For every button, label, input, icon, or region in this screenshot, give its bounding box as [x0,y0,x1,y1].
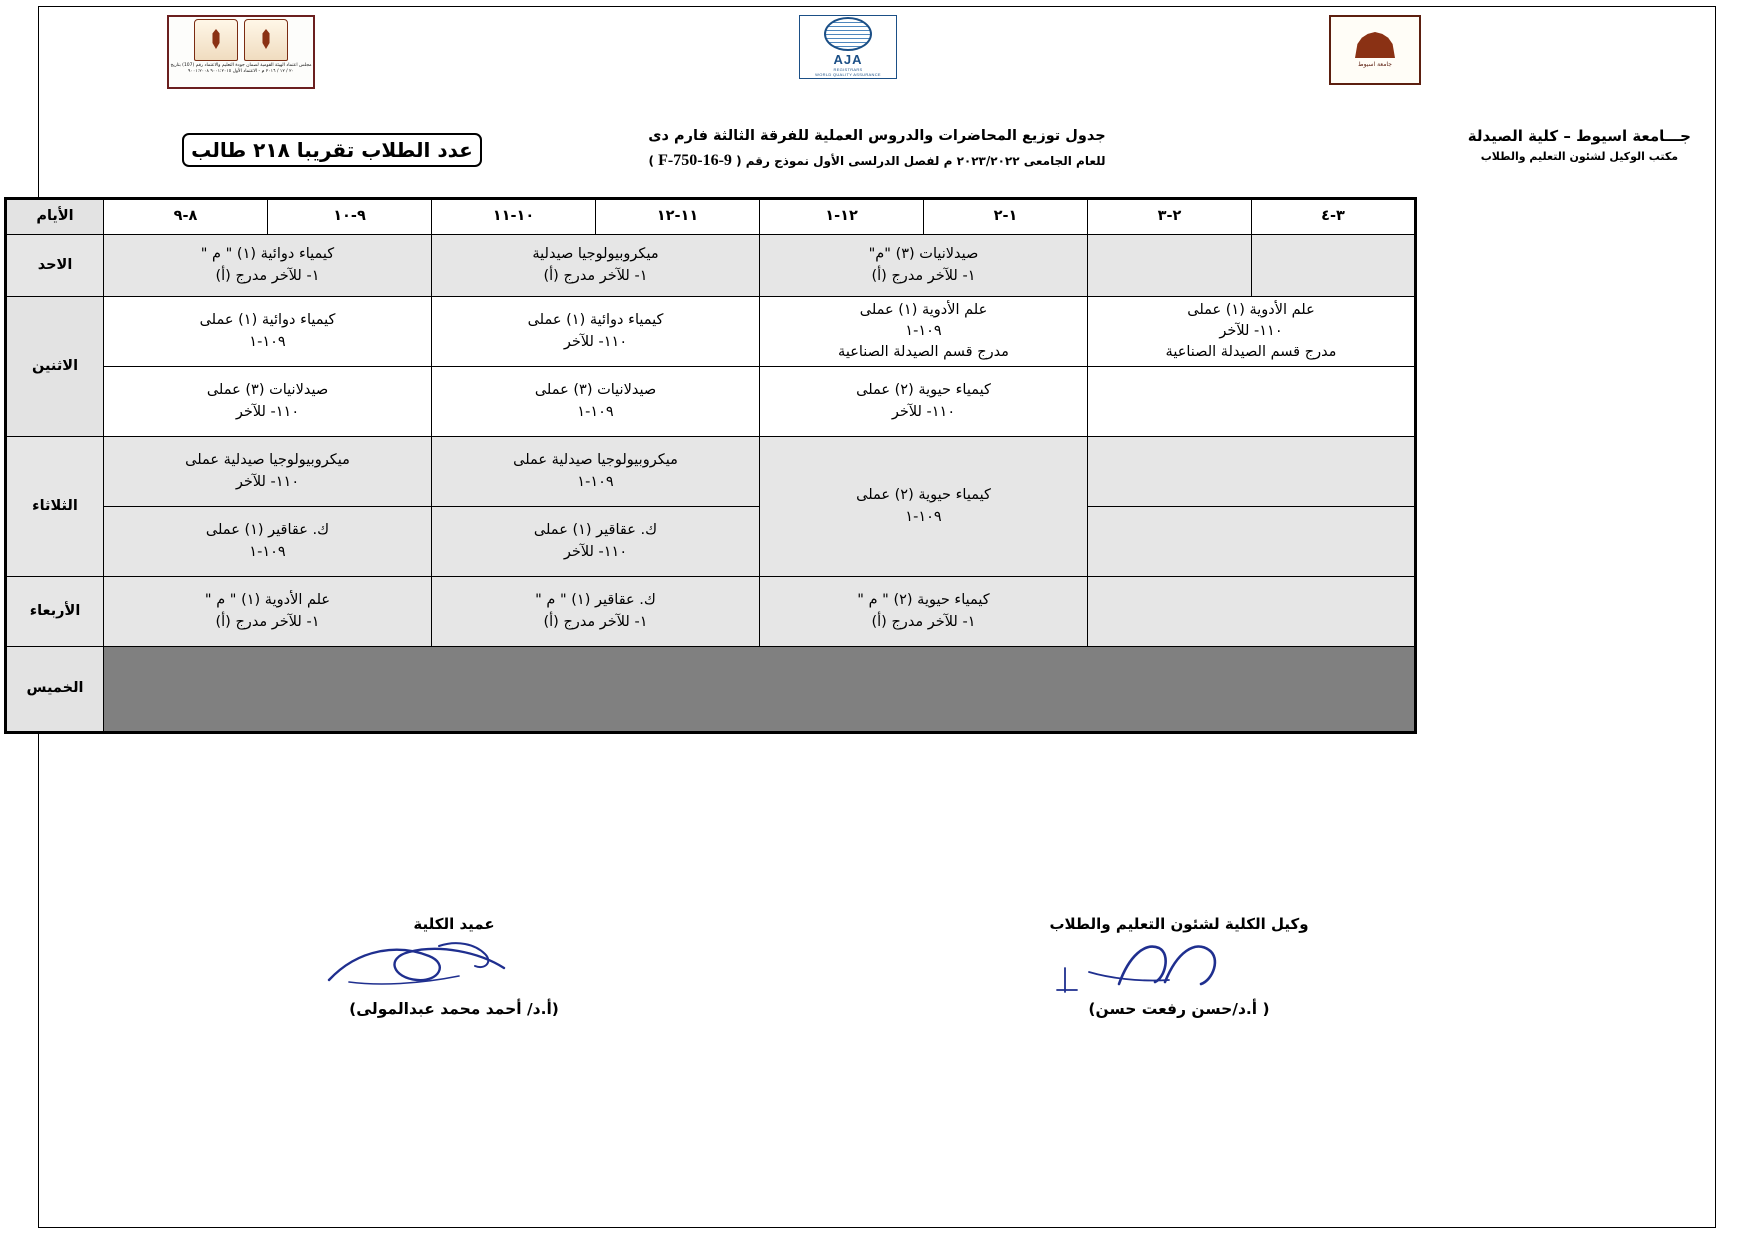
cell-tue-1-2: كيمياء حيوية (٢) عملى ١٠٩-١ [760,437,1088,577]
cell-mon1-9-10: كيمياء دوائية (١) عملى ١٠٩-١ [104,297,432,367]
cell-mon2-9-10: صيدلانيات (٣) عملى ١١٠- للآخر [104,367,432,437]
university-faculty-line: جـــامعة اسيوط – كلية الصيدلة [1467,127,1691,145]
day-label-wednesday: الأربعاء [6,577,104,647]
aja-logo-text: AJA [833,52,863,67]
pharmacy-crest-icon [194,19,238,61]
cell-sun-11-12: ميكروبيولوجيا صيدلية ١- للآخر مدرج (أ) [432,235,760,297]
table-header-row [6,199,1416,235]
table-row-monday-2 [6,367,1416,437]
form-code: F-750-16-9 [658,152,732,170]
accreditation-microtext: مجلس اعتماد الهيئة القومية لضمان جودة التعليم والاعتماد رقم (107) بتاريخ ٢٠ / ١٢ / ٢٠١٦ م - الاعتماد الأول ٩٠٠١:٢٠١٥ ٩٠٠١:٢٠٠٨ [170,63,312,74]
cell-sun-3-4 [1252,235,1416,297]
office-line: مكتب الوكيل لشئون التعليم والطلاب [1480,150,1679,164]
time-header-10-11: ١٠-١١ [432,199,596,235]
dean-signature-mark [289,938,619,996]
day-label-sunday: الاحد [6,235,104,297]
vice-dean-signature-block [969,912,1389,1022]
vice-dean-signature-mark [969,938,1389,996]
time-header-3-4: ٣-٤ [1252,199,1416,235]
page-title: جدول توزيع المحاضرات والدروس العملية للفرقة الثالثة فارم دى [648,128,1106,144]
day-label-tuesday: الثلاثاء [6,437,104,577]
university-crest-icon [244,19,288,61]
cell-wed-9-10: علم الأدوية (١) " م " ١- للآخر مدرج (أ) [104,577,432,647]
crest-pair-icon [194,19,288,61]
form-code-suffix: ) [648,154,659,169]
day-label-monday: الاثنين [6,297,104,437]
cell-wed-1-2: كيمياء حيوية (٢) " م " ١- للآخر مدرج (أ) [760,577,1088,647]
cell-tue2-9-10: ك. عقاقير (١) عملى ١٠٩-١ [104,507,432,577]
days-header: الأيام [6,199,104,235]
cell-mon2-1-2: كيمياء حيوية (٢) عملى ١١٠- للآخر [760,367,1088,437]
cell-sun-2-3 [1088,235,1252,297]
table-row-wednesday [6,577,1416,647]
cell-mon1-11-12: كيمياء دوائية (١) عملى ١١٠- للآخر [432,297,760,367]
cell-mon2-11-12: صيدلانيات (٣) عملى ١٠٩-١ [432,367,760,437]
cell-mon1-1-2: علم الأدوية (١) عملى ١٠٩-١ مدرج قسم الصيدلة الصناعية [760,297,1088,367]
aja-logo-subtext2: WORLD QUALITY ASSURANCE [815,72,881,77]
vice-dean-role-label: وكيل الكلية لشئون التعليم والطلاب [1049,915,1309,933]
logo-row [39,7,1715,115]
globe-icon [824,17,872,51]
cell-tue1-3-4 [1088,437,1416,507]
sun-disc-icon [1355,32,1395,58]
schedule-table-wrapper [26,197,1417,734]
time-header-11-12: ١١-١٢ [596,199,760,235]
student-count-badge: عدد الطلاب تقريبا ٢١٨ طالب [182,133,482,167]
table-row-tuesday-2 [6,507,1416,577]
cell-wed-3-4 [1088,577,1416,647]
vice-dean-name: ( أ.د/حسن رفعت حسن) [1088,999,1270,1018]
document-page [26,6,1716,1228]
cell-mon2-3-4 [1088,367,1416,437]
academic-year-text: للعام الجامعى ٢٠٢٣/٢٠٢٢ م لفصل الدرلسى الأول نموذج رقم ( [731,154,1106,169]
aja-registrars-logo [799,15,897,79]
cell-tue1-9-10: ميكروبيولوجيا صيدلية عملى ١١٠- للآخر [104,437,432,507]
day-label-thursday: الخميس [6,647,104,733]
assiut-university-pharmacy-crest-logo [167,15,315,89]
cell-tue1-11-12: ميكروبيولوجيا صيدلية عملى ١٠٩-١ [432,437,760,507]
time-header-9-10: ٩-١٠ [268,199,432,235]
seal-label: جامعة اسيوط [1358,61,1392,68]
time-header-8-9: ٨-٩ [104,199,268,235]
table-row-monday-1 [6,297,1416,367]
cell-tue2-3-4 [1088,507,1416,577]
cell-thursday-blocked [104,647,1416,733]
aja-logo-subtext: REGISTRARS [833,67,863,72]
table-row-tuesday-1 [6,437,1416,507]
dean-name: (أ.د/ أحمد محمد عبدالمولى) [349,999,559,1018]
table-row-sunday [6,235,1416,297]
cell-mon1-3-4: علم الأدوية (١) عملى ١١٠- للآخر مدرج قسم الصيدلة الصناعية [1088,297,1416,367]
assiut-university-seal-logo [1329,15,1421,85]
dean-signature-block [289,912,619,1022]
time-header-12-1: ١٢-١ [760,199,924,235]
table-row-thursday [6,647,1416,733]
schedule-table [4,197,1417,734]
cell-sun-1-2: صيدلانيات (٣) "م" ١- للآخر مدرج (أ) [760,235,1088,297]
cell-sun-9-10: كيمياء دوائية (١) " م " ١- للآخر مدرج (أ) [104,235,432,297]
cell-wed-11-12: ك. عقاقير (١) " م " ١- للآخر مدرج (أ) [432,577,760,647]
dean-role-label: عميد الكلية [413,915,495,933]
time-header-2-3: ٢-٣ [1088,199,1252,235]
time-header-1-2: ١-٢ [924,199,1088,235]
cell-tue2-11-12: ك. عقاقير (١) عملى ١١٠- للآخر [432,507,760,577]
